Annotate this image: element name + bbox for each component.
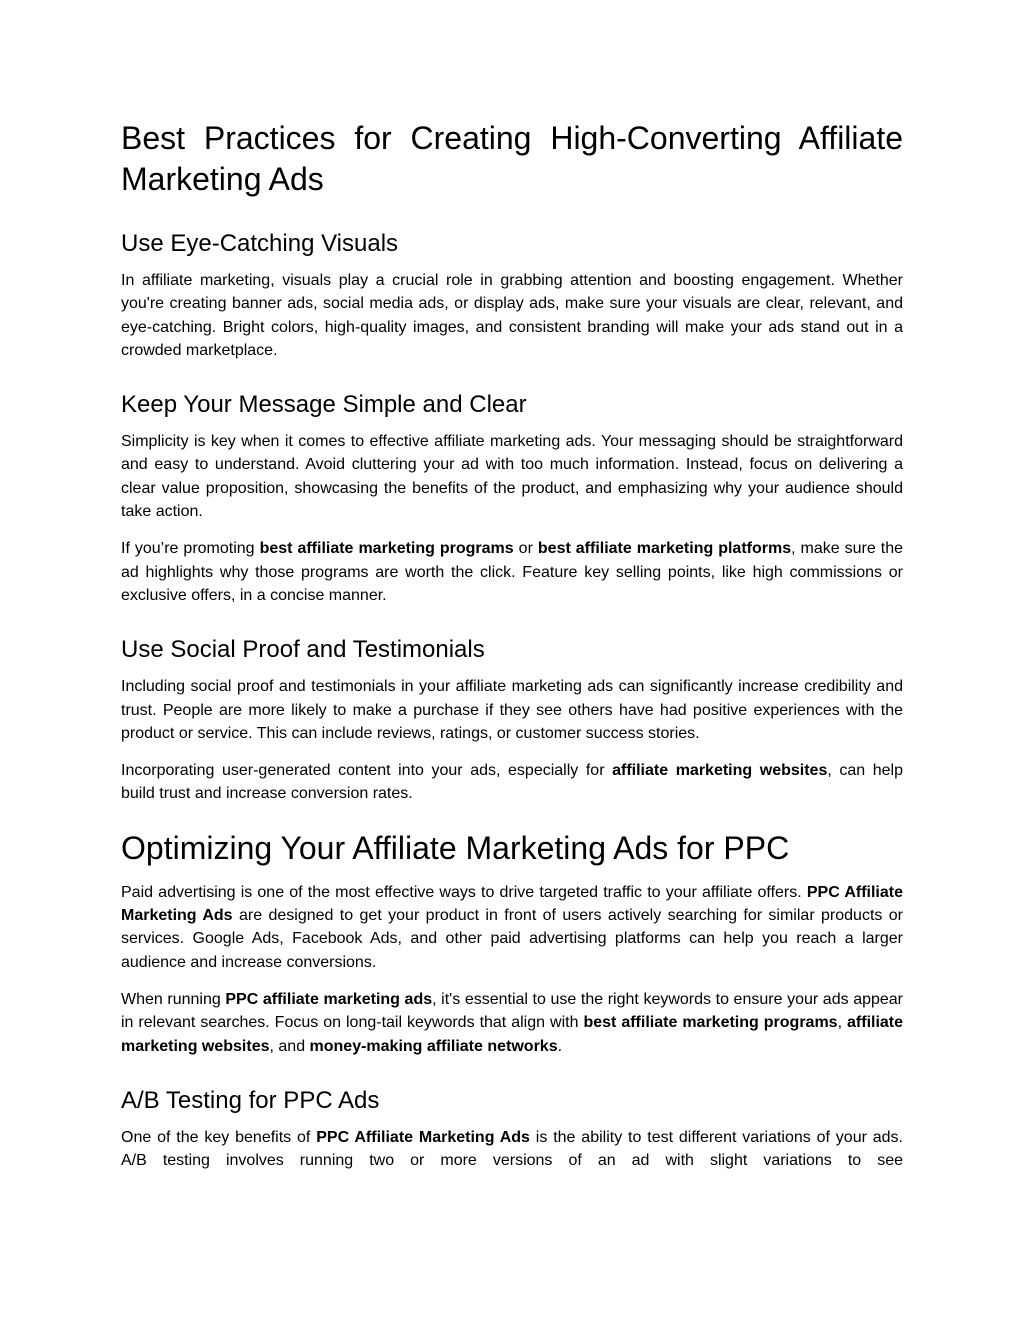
bold-keyword: best affiliate marketing programs: [583, 1014, 838, 1032]
heading-social-proof: Use Social Proof and Testimonials: [121, 636, 485, 664]
bold-keyword: PPC affiliate marketing ads: [225, 990, 433, 1008]
paragraph-social-proof: Including social proof and testimonials in your affiliate marketing ads can significantly increase credibility and trust. People are more likely to make a purchase if they see others have had positive experiences with the product or service. This can include reviews, ratings, or customer success stories.: [121, 678, 903, 742]
text-run: or: [513, 540, 538, 558]
heading-simple-message: Keep Your Message Simple and Clear: [121, 391, 527, 419]
heading-ab-testing: A/B Testing for PPC Ads: [121, 1086, 380, 1114]
text-run: , make sure the ad highlights why those programs are worth the click. Feature key selling points, like high commissions or exclusive offers, in a concise manner.: [121, 540, 904, 604]
bold-keyword: affiliate marketing websites: [612, 762, 828, 780]
paragraph-ab-testing: [121, 1126, 903, 1173]
text-run: Paid advertising is one of the most effective ways to drive targeted traffic to your affiliate offers.: [121, 883, 807, 901]
heading-eye-catching-visuals: Use Eye-Catching Visuals: [121, 230, 399, 257]
text-run: If you’re promoting: [121, 540, 260, 558]
paragraph-ppc-intro: [121, 881, 903, 974]
heading-ppc-optimization: Optimizing Your Affiliate Marketing Ads for PPC: [121, 829, 790, 866]
bold-keyword: affiliate marketing websites: [121, 1014, 904, 1055]
bold-keyword: best affiliate marketing platforms: [537, 540, 792, 558]
text-run: is the ability to test different variations of your ads. A/B testing involves running two or more versions of an ad with slight variations to see: [121, 1128, 904, 1170]
paragraph-message-promoting: [121, 537, 903, 607]
bold-keyword: PPC Affiliate Marketing Ads: [316, 1128, 530, 1146]
text-run: One of the key benefits of: [121, 1128, 317, 1146]
text-run: When running: [121, 990, 226, 1008]
text-run: , can help build trust and increase conversion rates.: [121, 762, 903, 803]
text-run: .: [557, 1037, 563, 1055]
bold-keyword: PPC Affiliate Marketing Ads: [121, 883, 904, 925]
bold-keyword: money-making affiliate networks: [309, 1037, 558, 1055]
text-run: ,: [837, 1014, 848, 1032]
bold-keyword: best affiliate marketing programs: [259, 540, 514, 558]
paragraph-message-simplicity: Simplicity is key when it comes to effective affiliate marketing ads. Your messaging should be straightforward and easy to understand. Avoid cluttering your ad with too much information. Instead, focus on delivering a clear value proposition, showcasing the benefits of the product, and emphasizing why your audience should take action.: [121, 433, 903, 521]
paragraph-user-generated: [121, 759, 903, 806]
text-run: Incorporating user-generated content into your ads, especially for: [121, 762, 613, 780]
text-run: are designed to get your product in front of users actively searching for similar products or services. Google Ads, Facebook Ads, and other paid advertising platforms can help you reach a larger audience and increase conversions.: [121, 907, 904, 971]
text-run: , and: [269, 1037, 310, 1055]
text-run: , it's essential to use the right keywords to ensure your ads appear in relevant searches. Focus on long-tail keywords that align with: [121, 990, 904, 1032]
paragraph-ppc-keywords: [121, 988, 903, 1058]
page-title: Best Practices for Creating High-Converting Affiliate Marketing Ads: [121, 120, 903, 197]
paragraph-visuals: In affiliate marketing, visuals play a crucial role in grabbing attention and boosting engagement. Whether you're creating banner ads, social media ads, or display ads, make sure your visuals are clear, relevant, and eye-catching. Bright colors, high-quality images, and consistent branding will make your ads stand out in a crowded marketplace.: [121, 272, 903, 359]
